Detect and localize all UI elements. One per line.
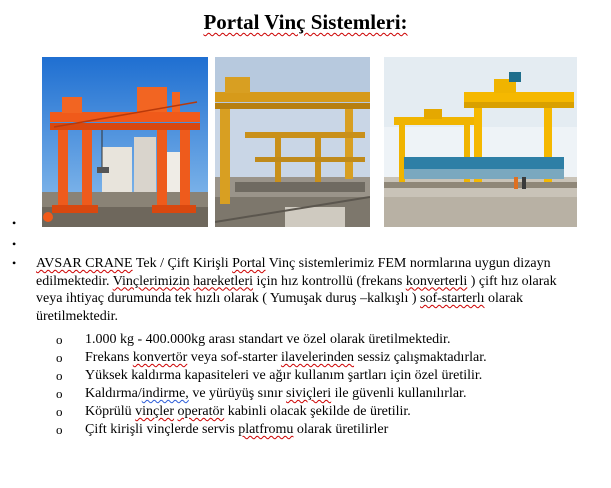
text-segment: siviçleri (286, 386, 332, 401)
text-segment: sof-starterlı (420, 291, 485, 306)
text-segment: operatör (177, 404, 225, 419)
text-segment: platfromu (238, 422, 294, 437)
text-segment: Frekans (85, 350, 133, 365)
text-segment: için hız kontrollü (frekans (253, 273, 406, 289)
sub-list (56, 331, 586, 439)
text-segment: olarak üretilmektedir. (36, 291, 524, 324)
text-segment: ) çift hız olarak veya ihtiyaç durumunda tek hızlı olarak ( Yumuşak duruş –kalkışlı ) (36, 273, 557, 306)
text-segment: indirme, (141, 386, 189, 401)
sub-marker: o (56, 350, 63, 365)
sub-item-limit-switches (56, 385, 586, 403)
construction-site-gantry-crane-photo (215, 57, 370, 227)
text-segment: hareketleri (193, 273, 254, 289)
empty-bullet: • (12, 216, 17, 230)
sub-marker: o (56, 332, 63, 347)
text-segment: Tek / Çift Kirişli (132, 256, 233, 271)
text-segment: ve yürüyüş sınır (188, 386, 287, 401)
sub-item-service-platform (56, 421, 586, 439)
orange-gantry-crane-photo (42, 57, 208, 227)
text-segment: olarak üretilirler (293, 422, 389, 437)
text-segment: Köprülü (85, 404, 136, 419)
main-bullet-text (36, 255, 572, 325)
text-segment: konverterli (405, 273, 468, 289)
page-title: Portal Vinç Sistemleri: (203, 10, 408, 34)
text-segment: ilavelerinden (280, 350, 355, 365)
text-segment: vinçler (135, 404, 175, 419)
sub-item-heavy-duty (56, 367, 586, 385)
text-segment: sessiz çalışmaktadırlar. (354, 350, 487, 365)
text-segment: Çift kirişli vinçlerde servis (85, 422, 239, 437)
main-bullet (12, 255, 572, 325)
sub-marker: o (56, 422, 63, 437)
text-segment: kabinli olacak şekilde de üretilir. (224, 404, 411, 419)
text-segment: Yüksek kaldırma kapasiteleri ve ağır kullanım şartları için özel üretilir. (85, 368, 483, 383)
text-segment: 1.000 kg - 400.000kg arası standart ve özel olarak üretilmektedir. (85, 332, 451, 347)
empty-bullet: • (12, 237, 17, 251)
sub-item-frequency (56, 349, 586, 367)
text-segment: Vinç sistemlerimiz FEM normlarına uygun dizayn edilmektedir. (36, 256, 551, 289)
bullet-marker: • (12, 256, 17, 270)
text-segment: Kaldırma/ (85, 386, 142, 401)
yellow-rail-gantry-crane-photo (384, 57, 577, 227)
text-segment: Portal (232, 256, 266, 271)
text-segment: veya sof-starter (187, 350, 281, 365)
text-segment: ile güvenli kullanılırlar. (331, 386, 467, 401)
sub-marker: o (56, 368, 63, 383)
text-segment: Vinçlerimizin (112, 273, 190, 289)
sub-item-operator-cabin (56, 403, 586, 421)
sub-marker: o (56, 386, 63, 401)
company-name: AVSAR CRANE (36, 256, 133, 271)
sub-marker: o (56, 404, 63, 419)
text-segment: konvertör (132, 350, 188, 365)
sub-item-capacity (56, 331, 586, 349)
